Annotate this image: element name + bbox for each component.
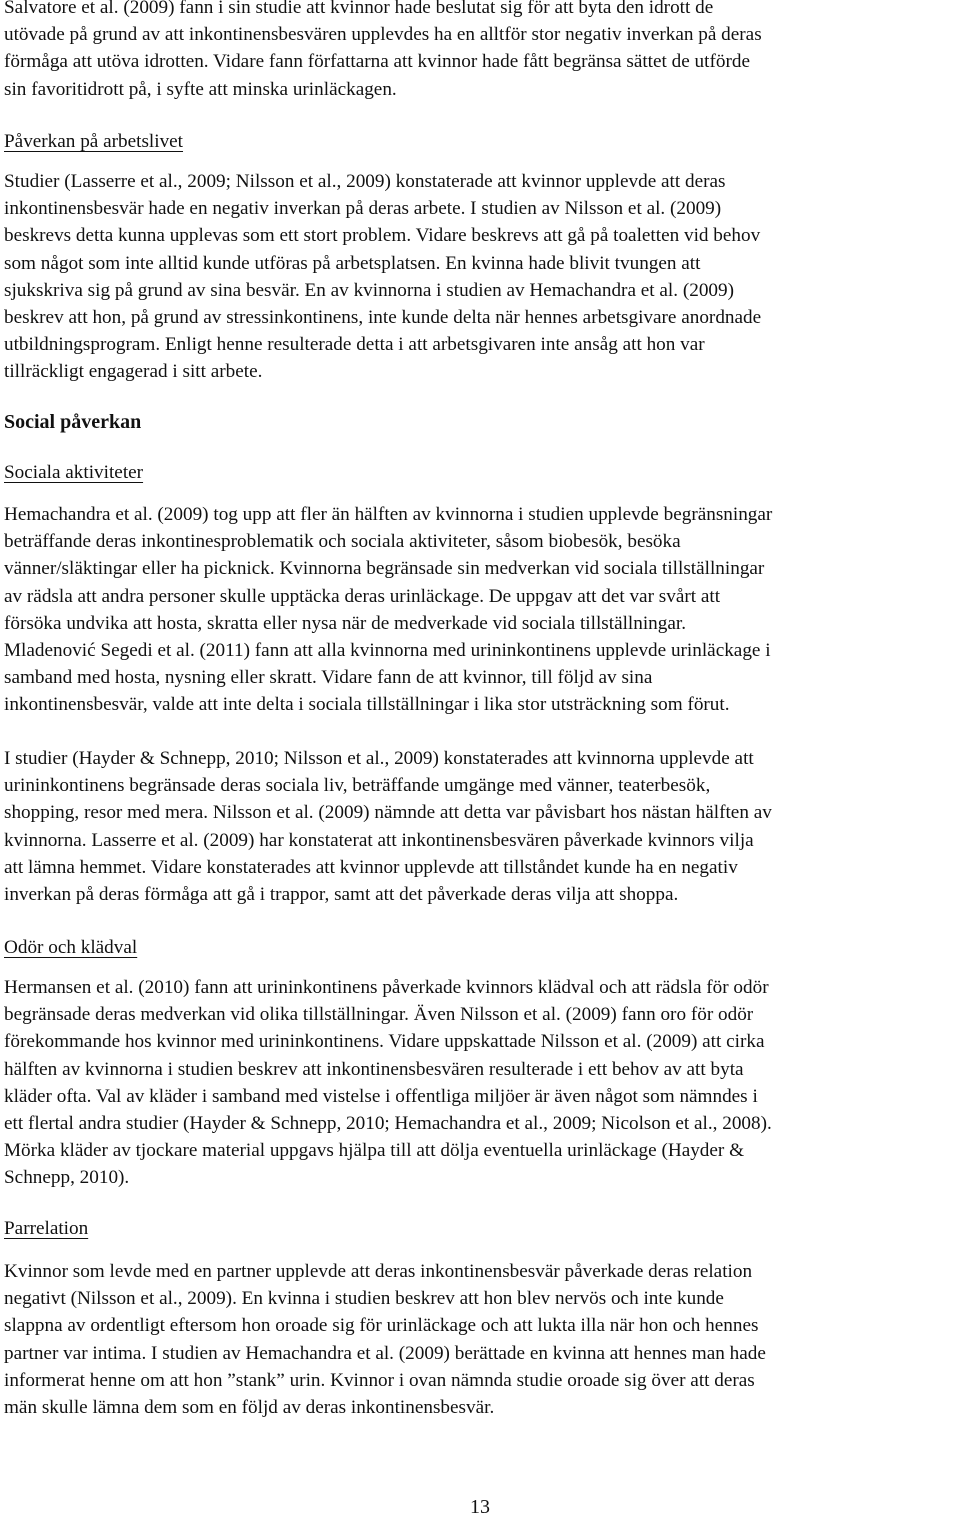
text-line: sjukskriva sig på grund av sina besvär. En av kvinnorna i studien av Hemachandra et al. (2009) [4,279,734,301]
text-line: inverkan på deras förmåga att gå i trappor, samt att det påverkade deras vilja att shoppa. [4,883,679,905]
text-line: urininkontinens begränsade deras sociala liv, beträffande umgänge med vänner, teaterbesök, [4,775,711,797]
text-line: försöka undvika att hosta, skratta eller nysa när de medverkade vid sociala tillställningar. [4,612,687,634]
paragraph-salvatore [4,0,952,103]
text-line: informerat henne om att hon ”stank” urin. Kvinnor i ovan nämnda studie oroade sig över att deras [4,1369,755,1391]
text-line: utbildningsprogram. Enligt henne resulterade detta i att arbetsgivaren inte ansåg att hon var [4,334,705,356]
text-line: sin favoritidrott på, i syfte att minska urinläckagen. [4,78,397,100]
paragraph-arbetslivet [4,168,952,386]
text-line: att lämna hemmet. Vidare konstaterades att kvinnor upplevde att tillståndet kunde ha en negativ [4,856,738,878]
text-line: Mladenović Segedi et al. (2011) fann att alla kvinnorna med urininkontinens upplevde urinläckage i [4,639,771,661]
subheading-arbetslivet: Påverkan på arbetslivet [4,131,184,152]
text-line: av rädsla att andra personer skulle upptäcka deras urinläckage. De uppgav att det var svårt att [4,585,721,607]
paragraph-hayder [4,745,952,908]
text-line: begränsade deras medverkan vid olika tillställningar. Även Nilsson et al. (2009) fann oro för odör [4,1004,754,1026]
text-line: män skulle lämna dem som en följd av deras inkontinensbesvär. [4,1396,495,1418]
text-line: beträffande deras inkontinesproblematik och sociala aktiviteter, såsom biobesök, besöka [4,531,681,553]
text-line: I studier (Hayder & Schnepp, 2010; Nilsson et al., 2009) konstaterades att kvinnorna upplevde att [4,748,754,769]
text-line: partner var intima. I studien av Hemachandra et al. (2009) berättade en kvinna att hennes man hade [4,1342,766,1364]
text-line: negativt (Nilsson et al., 2009). En kvinna i studien beskrev att hon blev nervös och inte kunde [4,1288,724,1310]
subheading-sociala-aktiviteter: Sociala aktiviteter [4,462,144,483]
text-line: förekommande hos kvinnor med urininkontinens. Vidare uppskattade Nilsson et al. (2009) att cirka [4,1031,765,1053]
section-heading-social: Social påverkan [4,411,142,433]
page-number: 13 [470,1496,490,1518]
text-line: Mörka kläder av tjockare material uppgavs hjälpa till att dölja eventuella urinläckage (Hayder & [4,1140,745,1162]
text-line: slappna av ordentligt eftersom hon oroade sig för urinläckage och att lukta illa när hon och hennes [4,1315,759,1337]
subheading-parrelation: Parrelation [4,1218,89,1239]
text-line: kvinnorna. Lasserre et al. (2009) har konstaterat att inkontinensbesvären påverkade kvinnors vilja [4,829,754,851]
text-line: inkontinensbesvär, valde att inte delta i sociala tillställningar i lika stor utsträckning som förut. [4,694,730,716]
text-line: hälften av kvinnorna i studien beskrev att inkontinensbesvären resulterade i ett behov av att byta [4,1058,744,1080]
subheading-odor-kladval: Odör och klädval [4,937,138,958]
text-line: Hermansen et al. (2010) fann att urininkontinens påverkade kvinnors klädval och att rädsla för odör [4,977,769,998]
text-line: beskrev att hon, på grund av stressinkontinens, inte kunde delta när hennes arbetsgivare anordnade [4,306,762,328]
paragraph-hermansen [4,974,952,1192]
text-line: shopping, resor med mera. Nilsson et al. (2009) nämnde att detta var påvisbart hos nästan hälften av [4,802,772,824]
text-line: inkontinensbesvär hade en negativ inverkan på deras arbete. I studien av Nilsson et al. (2009) [4,198,722,220]
text-line: Studier (Lasserre et al., 2009; Nilsson et al., 2009) konstaterade att kvinnor upplevde att deras [4,171,726,192]
text-line: vänner/släktingar eller ha picknick. Kvinnorna begränsade sin medverkan vid sociala tillställningar [4,558,765,580]
text-line: Kvinnor som levde med en partner upplevde att deras inkontinensbesvär påverkade deras relation [4,1261,753,1282]
text-line: Schnepp, 2010). [4,1167,130,1189]
text-line: samband med hosta, nysning eller skratt. Vidare fann de att kvinnor, till följd av sina [4,667,653,689]
text-line: tillräckligt engagerad i sitt arbete. [4,361,263,383]
text-line: som något som inte alltid kunde utföras på arbetsplatsen. En kvinna hade blivit tvungen att [4,252,701,274]
paragraph-hemachandra [4,501,952,719]
paragraph-parrelation [4,1258,952,1421]
text-line: ett flertal andra studier (Hayder & Schnepp, 2010; Hemachandra et al., 2009; Nicolson et al., 2008). [4,1112,772,1134]
text-line: Salvatore et al. (2009) fann i sin studie att kvinnor hade beslutat sig för att byta den idrott de [4,0,714,18]
text-line: Hemachandra et al. (2009) tog upp att fler än hälften av kvinnorna i studien upplevde begränsningar [4,504,773,525]
text-line: förmåga att utöva idrotten. Vidare fann författarna att kvinnor hade fått begränsa sättet de utförde [4,51,750,73]
text-line: utövade på grund av att inkontinensbesvären upplevdes ha en alltför stor negativ inverkan på deras [4,24,762,46]
text-line: kläder ofta. Val av kläder i samband med vistelse i offentliga miljöer är även något som nämndes i [4,1085,758,1107]
text-line: beskrevs detta kunna upplevas som ett stort problem. Vidare beskrevs att gå på toaletten vid behov [4,225,761,247]
